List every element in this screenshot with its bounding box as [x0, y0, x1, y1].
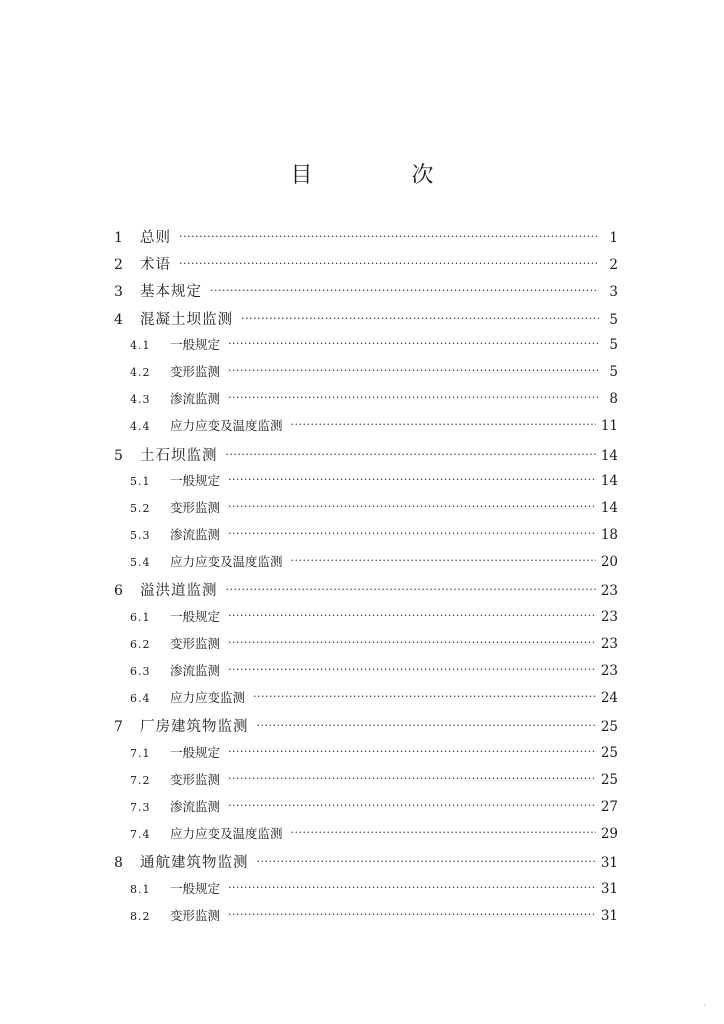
entry-number: 8.1 — [130, 882, 151, 896]
toc-chapter-entry[interactable] — [114, 444, 618, 471]
entry-title: 应力应变及温度监测 — [170, 554, 283, 570]
entry-page-number: 18 — [600, 527, 618, 544]
toc-chapter-entry[interactable] — [114, 308, 618, 335]
entry-page-number: 8 — [609, 391, 618, 408]
entry-number: 8.2 — [130, 909, 151, 923]
dot-leader — [228, 473, 596, 486]
entry-page-number: 23 — [600, 663, 618, 679]
entry-page-number: 31 — [600, 880, 618, 897]
toc-chapter-entry[interactable] — [114, 579, 618, 606]
entry-title: 一般规定 — [170, 336, 221, 352]
entry-title: 渗流监测 — [170, 798, 221, 814]
entry-title: 一般规定 — [170, 744, 221, 760]
toc-section-entry[interactable] — [114, 879, 618, 906]
dot-leader — [226, 448, 596, 461]
toc-section-entry[interactable] — [114, 770, 618, 797]
entry-number: 6 — [114, 583, 123, 600]
dot-leader — [257, 719, 596, 732]
entry-title: 应力应变及温度监测 — [170, 418, 283, 434]
entry-number: 4.1 — [130, 338, 151, 352]
toc-chapter-entry[interactable] — [114, 851, 618, 878]
entry-title: 一般规定 — [170, 880, 221, 896]
toc-section-entry[interactable] — [114, 824, 618, 851]
entry-page-number: 14 — [600, 447, 618, 464]
entry-number: 1 — [114, 230, 123, 246]
entry-number: 7 — [114, 719, 123, 736]
toc-chapter-entry[interactable] — [114, 280, 618, 307]
entry-number: 6.2 — [130, 637, 151, 651]
entry-title: 厂房建筑物监测 — [140, 719, 249, 736]
entry-title: 混凝土坝监测 — [140, 311, 233, 328]
entry-page-number: 23 — [600, 583, 618, 600]
toc-section-entry[interactable] — [114, 607, 618, 634]
entry-number: 5.1 — [130, 474, 151, 488]
toc-chapter-entry[interactable] — [114, 715, 618, 742]
dot-leader — [228, 609, 596, 622]
entry-number: 5.2 — [130, 501, 151, 515]
entry-title: 应力应变监测 — [170, 690, 246, 706]
entry-title: 应力应变及温度监测 — [170, 826, 283, 842]
toc-section-entry[interactable] — [114, 906, 618, 933]
dot-leader — [179, 257, 599, 270]
entry-title: 变形监测 — [170, 499, 221, 515]
entry-title: 变形监测 — [170, 363, 221, 379]
dot-leader — [228, 337, 599, 350]
entry-page-number: 29 — [600, 826, 618, 843]
entry-page-number: 23 — [600, 635, 618, 652]
entry-title: 渗流监测 — [170, 391, 221, 407]
dot-leader — [241, 312, 599, 325]
entry-page-number: 23 — [600, 608, 618, 625]
toc-section-entry[interactable] — [114, 416, 618, 443]
entry-page-number: 1 — [609, 230, 618, 246]
entry-number: 4.2 — [130, 365, 151, 379]
table-of-contents — [114, 226, 618, 933]
entry-page-number: 5 — [609, 336, 618, 353]
entry-page-number: 25 — [600, 744, 618, 761]
entry-number: 8 — [114, 855, 123, 872]
dot-leader — [228, 364, 599, 377]
entry-page-number: 25 — [600, 719, 618, 736]
entry-page-number: 5 — [609, 363, 618, 380]
entry-title: 基本规定 — [140, 284, 202, 301]
dot-leader — [257, 855, 596, 868]
entry-page-number: 31 — [600, 855, 618, 872]
toc-section-entry[interactable] — [114, 743, 618, 770]
entry-page-number: 20 — [600, 554, 618, 571]
entry-page-number: 3 — [609, 284, 618, 301]
entry-number: 6.1 — [130, 610, 151, 624]
entry-title: 变形监测 — [170, 907, 221, 923]
corner-mark: · — [703, 1001, 706, 1010]
entry-page-number: 2 — [609, 257, 618, 274]
toc-section-entry[interactable] — [114, 525, 618, 552]
entry-page-number: 24 — [600, 690, 618, 707]
entry-number: 7.1 — [130, 746, 151, 760]
entry-number: 4.4 — [130, 420, 151, 434]
dot-leader — [210, 284, 599, 297]
dot-leader — [228, 772, 596, 785]
entry-number: 7.2 — [130, 773, 151, 787]
toc-chapter-entry[interactable] — [114, 226, 618, 253]
entry-page-number: 31 — [600, 907, 618, 924]
dot-leader — [228, 391, 599, 404]
toc-section-entry[interactable] — [114, 552, 618, 579]
dot-leader — [291, 826, 596, 839]
toc-section-entry[interactable] — [114, 797, 618, 824]
dot-leader — [291, 554, 596, 567]
dot-leader — [228, 908, 596, 921]
toc-section-entry[interactable] — [114, 661, 618, 688]
entry-number: 3 — [114, 284, 123, 301]
toc-section-entry[interactable] — [114, 362, 618, 389]
entry-title: 变形监测 — [170, 635, 221, 651]
entry-page-number: 25 — [600, 771, 618, 788]
entry-title: 一般规定 — [170, 472, 221, 488]
dot-leader — [228, 527, 596, 540]
toc-section-entry[interactable] — [114, 634, 618, 661]
toc-section-entry[interactable] — [114, 688, 618, 715]
entry-number: 7.3 — [130, 800, 151, 814]
dot-leader — [291, 418, 596, 431]
entry-title: 变形监测 — [170, 771, 221, 787]
entry-title: 术语 — [140, 257, 171, 274]
entry-number: 7.4 — [130, 828, 151, 842]
entry-title: 总则 — [140, 230, 171, 246]
dot-leader — [228, 663, 596, 676]
entry-number: 2 — [114, 257, 123, 274]
entry-title: 土石坝监测 — [140, 447, 218, 464]
dot-leader — [228, 745, 596, 758]
entry-number: 5 — [114, 447, 123, 464]
toc-section-entry[interactable] — [114, 335, 618, 362]
entry-page-number: 14 — [600, 499, 618, 516]
entry-title: 渗流监测 — [170, 527, 221, 543]
dot-leader — [253, 690, 596, 703]
entry-title: 通航建筑物监测 — [140, 855, 249, 872]
entry-page-number: 11 — [600, 418, 618, 435]
toc-section-entry[interactable] — [114, 471, 618, 498]
page-title: 目 次 — [290, 163, 480, 188]
entry-number: 4 — [114, 311, 123, 328]
entry-number: 5.4 — [130, 556, 151, 570]
toc-section-entry[interactable] — [114, 498, 618, 525]
dot-leader — [226, 583, 596, 596]
entry-page-number: 5 — [609, 311, 618, 328]
dot-leader — [228, 881, 596, 894]
entry-number: 6.3 — [130, 665, 151, 678]
dot-leader — [179, 230, 599, 243]
entry-title: 溢洪道监测 — [140, 583, 218, 600]
entry-number: 4.3 — [130, 393, 151, 407]
toc-section-entry[interactable] — [114, 389, 618, 416]
entry-title: 渗流监测 — [170, 663, 221, 678]
dot-leader — [228, 636, 596, 649]
entry-page-number: 27 — [600, 798, 618, 815]
entry-title: 一般规定 — [170, 608, 221, 624]
entry-number: 6.4 — [130, 692, 151, 706]
toc-chapter-entry[interactable] — [114, 253, 618, 280]
dot-leader — [228, 500, 596, 513]
entry-page-number: 14 — [600, 472, 618, 489]
dot-leader — [228, 799, 596, 812]
entry-number: 5.3 — [130, 529, 151, 543]
